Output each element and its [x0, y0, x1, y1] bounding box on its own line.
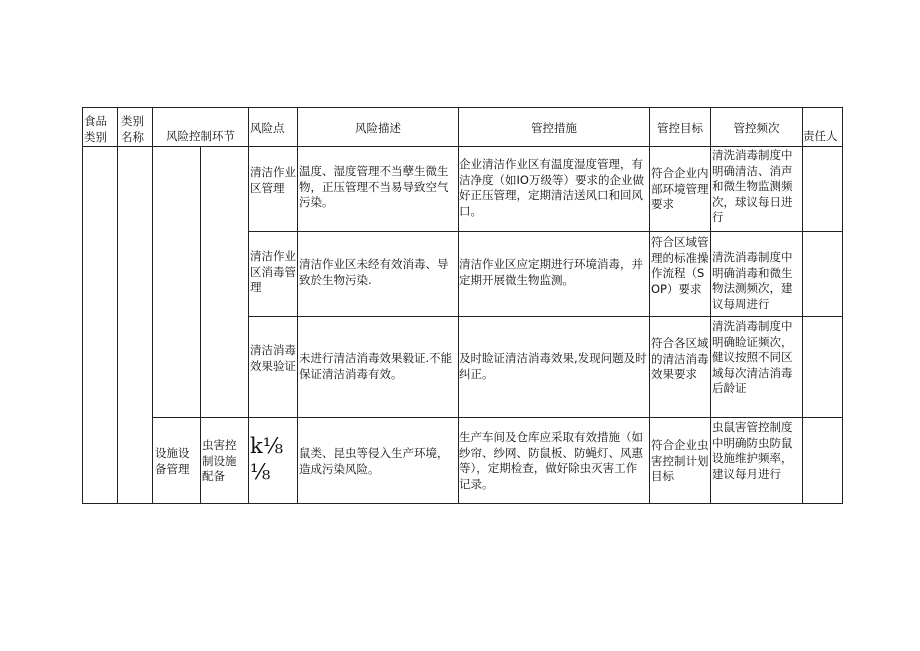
header-control-freq: 管控频次: [733, 121, 780, 135]
row-divider: [152, 417, 842, 418]
col-divider: [117, 107, 118, 504]
risk-desc-cell: 清洁作业区未经有效消毒、导致於生物污染.: [299, 257, 449, 287]
table-left-border: [82, 107, 83, 504]
control-freq-cell: 清洗消毒制度中明确消毒和微生物法测频次，建议每周进行: [712, 250, 793, 311]
control-measure-cell: 企业清洁作业区有温度湿度管理，有洁净度（如IO万级等）要求的企业做好正压管理，定期清洁送风口和回风口。: [459, 157, 644, 218]
control-target-cell: 符合区域管理的标准操作流程（SOP）要求: [651, 235, 709, 296]
table-top-border: [82, 107, 842, 108]
header-control-measure: 管控措施: [531, 121, 577, 135]
control-measure-cell: 生产车间及仓库应采取有效措施（如纱帘、纱网、防鼠板、防蝇灯、风惠等），定期检查，做好除虫灭害工作记录。: [459, 430, 643, 491]
control-freq-cell: 虫鼠害管控制度中明确防虫防鼠设施维护频率，建议每月进行: [712, 420, 793, 481]
risk-point-cell: 清洁消毒效果验证: [250, 343, 296, 373]
col-divider: [297, 107, 298, 504]
header-responsible: 责任人: [803, 129, 838, 143]
control-target-cell: 符合各区域的清洁消毒效果要求: [651, 336, 709, 381]
risk-point-cell: k⅛ ⅛: [250, 434, 284, 484]
risk-desc-cell: 鼠类、昆虫等侵入生产环境，造成污染风险。: [299, 446, 449, 476]
control-measure-cell: 及时睑证清洁消毒效果,发现问题及时纠正。: [459, 351, 647, 381]
header-category-name: 类别名称: [121, 114, 144, 144]
header-food-category: 食品类别: [84, 114, 107, 144]
col-divider: [710, 107, 711, 504]
control-freq-cell: 清洗消毒制度中明确睑证频次，健议按照不同区域每次清洁消毒后龄证: [712, 319, 793, 395]
col-divider: [152, 107, 153, 504]
col-divider: [802, 107, 803, 504]
col-divider: [200, 146, 201, 504]
control-target-cell: 符合企业虫害控制计划目标: [651, 438, 709, 483]
control-freq-cell: 清洗消毒制度中明确清洁、消声和微生物监测频次，球议每日进行: [712, 148, 793, 224]
header-risk-point: 风险点: [250, 121, 285, 135]
row-divider: [248, 231, 842, 232]
table-right-border: [842, 107, 843, 504]
risk-desc-cell: 温度、湿度管理不当孽生微生物，正压管理不当易导致空气污染。: [299, 164, 449, 209]
header-control-target: 管控目标: [657, 121, 703, 135]
col-divider: [649, 107, 650, 504]
sub-link-pest-control-cell: 虫害控制设施配备: [202, 438, 237, 483]
control-measure-cell: 清洁作业区应定期进行环境消毒，并定期开展微生物监测。: [459, 257, 643, 287]
risk-desc-cell: 未进行清洁消毒效果毅证.不能保证清洁消毒有效。: [299, 351, 453, 381]
header-bottom-border: [82, 146, 842, 147]
col-divider: [248, 107, 249, 504]
row-divider: [248, 316, 842, 317]
header-risk-control-link: 风险控制环节: [166, 129, 235, 143]
control-target-cell: 符合企业内部环境管理要求: [651, 166, 709, 211]
header-risk-desc: 风险描述: [355, 121, 401, 135]
risk-point-cell: 清洁作业区消毒管理: [250, 249, 296, 294]
risk-point-cell: 清洁作业区管理: [250, 165, 296, 195]
sub-link-facility-cell: 设施设备管理: [155, 446, 190, 476]
table-bottom-border: [82, 503, 842, 504]
